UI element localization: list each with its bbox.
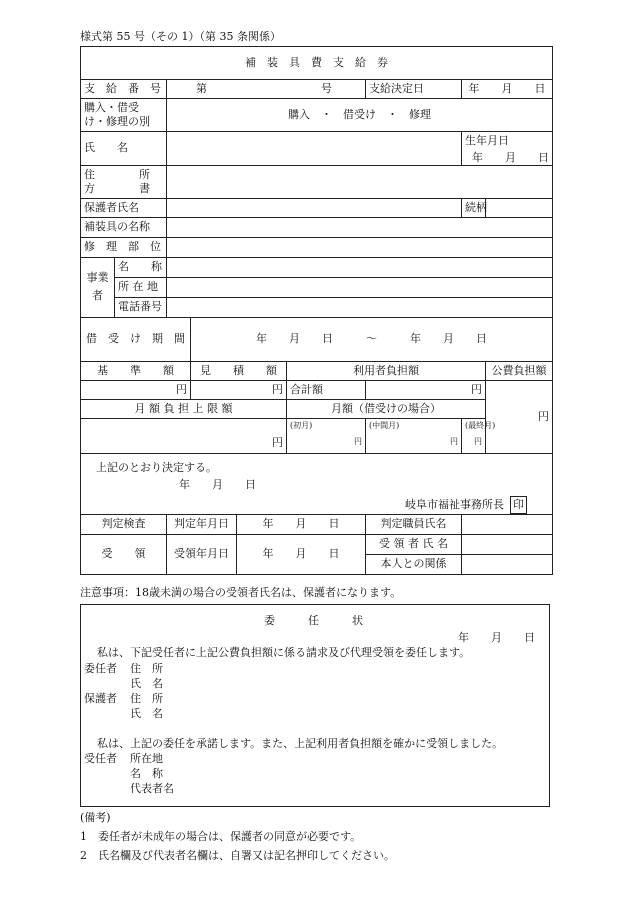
birth-label: 生年月日 (465, 134, 509, 147)
judgment-staff-label: 判定職員氏名 (366, 514, 462, 534)
last-month-field[interactable]: (最終月) 円 (462, 418, 486, 453)
remarks-item-1: 1 委任者が未成年の場合は、保護者の同意が必要です。 (80, 830, 362, 843)
business-address-field[interactable] (167, 277, 553, 297)
business-phone-field[interactable] (167, 297, 553, 317)
judgment-date-label: 判定年月日 (167, 514, 237, 534)
guardian-name-label[interactable]: 氏 名 (130, 707, 163, 720)
payment-number-field[interactable] (167, 80, 366, 99)
guardian-label: 保護者 (84, 692, 117, 705)
note-text: 注意事項：18歳未満の場合の受領者氏名は、保護者になります。 (80, 586, 402, 599)
base-amount-field[interactable]: 円 (81, 380, 191, 399)
delegator-name-label[interactable]: 氏 名 (130, 677, 163, 690)
birth-date-field[interactable] (462, 132, 553, 166)
delegatee-representative-label[interactable]: 代表者名 (130, 782, 174, 795)
total-label: 合計額 (287, 380, 366, 399)
business-label: 事業者 (81, 257, 115, 317)
receipt-date-label: 受領年月日 (167, 534, 237, 574)
delegatee-location-label[interactable]: 所在地 (130, 752, 163, 765)
decision-date: 年 月 日 (179, 478, 256, 492)
monthly-rental-label: 月額（借受けの場合） (287, 399, 486, 418)
monthly-cap-label: 月 額 負 担 上 限 額 (81, 399, 287, 418)
decision-date-field[interactable]: 年 月 日 (462, 80, 553, 99)
payment-voucher-table (80, 46, 553, 575)
estimate-field[interactable]: 円 (191, 380, 287, 399)
delegatee-label: 受任者 (84, 752, 117, 765)
birth-date: 年 月 日 (472, 150, 549, 164)
receiver-name-field[interactable] (462, 534, 553, 554)
payment-number-label: 支 給 番 号 (81, 80, 167, 99)
delegator-label: 委任者 (84, 662, 117, 675)
public-burden-label: 公費負担額 (486, 361, 553, 380)
user-burden-label: 利用者負担額 (287, 361, 486, 380)
delegatee-company-label[interactable]: 名 称 (130, 767, 163, 780)
decision-text: 上記のとおり決定する。 (96, 460, 217, 474)
receiver-name-label: 受 領 者 氏 名 (366, 534, 462, 554)
dai-label: 第 (196, 82, 207, 96)
name-label: 氏 名 (81, 132, 167, 166)
remarks-title: (備考) (80, 811, 111, 824)
office-name: 岐阜市福祉事務所長 (405, 498, 504, 511)
go-label: 号 (321, 82, 332, 96)
proxy-statement1: 私は、下記受任者に上記公費負担額に係る請求及び代理受領を委任します。 (97, 646, 471, 659)
device-name-label: 補装具の名称 (81, 217, 167, 237)
device-name-field[interactable] (167, 217, 553, 237)
category-label: 購入・借受 け・修理の別 (81, 99, 167, 132)
delegator-address-label[interactable]: 住 所 (130, 662, 163, 675)
public-burden-field[interactable]: 円 (486, 380, 553, 453)
category-options[interactable]: 購入 ・ 借受け ・ 修理 (167, 99, 553, 132)
business-name-field[interactable] (167, 257, 553, 277)
decision-date-label: 支給決定日 (366, 80, 462, 99)
estimate-label: 見 積 額 (191, 361, 287, 380)
form-number: 様式第 55 号（その 1）（第 35 条関係） (80, 30, 281, 43)
business-name-label: 名 称 (115, 257, 167, 277)
guardian-label: 保護者氏名 (81, 198, 167, 217)
judgment-inspection-label: 判定検査 (81, 514, 167, 534)
rental-period-label: 借 受 け 期 間 (81, 317, 191, 361)
voucher-title: 補 装 具 費 支 給 券 (81, 47, 553, 80)
decision-section (81, 453, 553, 514)
proxy-title: 委 任 状 (264, 614, 363, 627)
proxy-statement2: 私は、上記の委任を承諾します。また、上記利用者負担額を確かに受領しました。 (97, 737, 504, 750)
proxy-date[interactable]: 年 月 日 (458, 631, 535, 644)
guardian-field[interactable] (167, 198, 462, 217)
monthly-cap-field[interactable]: 円 (81, 418, 287, 453)
judgment-staff-field[interactable] (462, 514, 553, 534)
business-phone-label: 電話番号 (115, 297, 167, 317)
total-field[interactable]: 円 (366, 380, 486, 399)
name-field[interactable] (167, 132, 462, 166)
relation-field[interactable] (486, 198, 553, 217)
relation-to-person-label: 本人との関係 (366, 554, 462, 574)
remarks-item-2: 2 氏名欄及び代表者名欄は、自署又は記名押印してください。 (80, 849, 395, 862)
relation-to-person-field[interactable] (462, 554, 553, 574)
rental-period-field[interactable]: 年 月 日 ～ 年 月 日 (191, 317, 553, 361)
receipt-date-field[interactable]: 年 月 日 (237, 534, 366, 574)
address-field[interactable] (167, 165, 553, 198)
seal-mark: 印 (510, 496, 527, 514)
repair-part-field[interactable] (167, 237, 553, 257)
judgment-date-field[interactable]: 年 月 日 (237, 514, 366, 534)
middle-month-field[interactable]: (中間月) 円 (366, 418, 462, 453)
repair-part-label: 修 理 部 位 (81, 237, 167, 257)
first-month-field[interactable]: (初月) 円 (287, 418, 366, 453)
base-amount-label: 基 準 額 (81, 361, 191, 380)
business-address-label: 所 在 地 (115, 277, 167, 297)
relation-label: 続柄 (462, 198, 486, 217)
guardian-address-label[interactable]: 住 所 (130, 692, 163, 705)
proxy-section (80, 604, 550, 807)
address-label: 住 所 方 書 (81, 165, 167, 198)
receipt-label: 受 領 (81, 534, 167, 574)
